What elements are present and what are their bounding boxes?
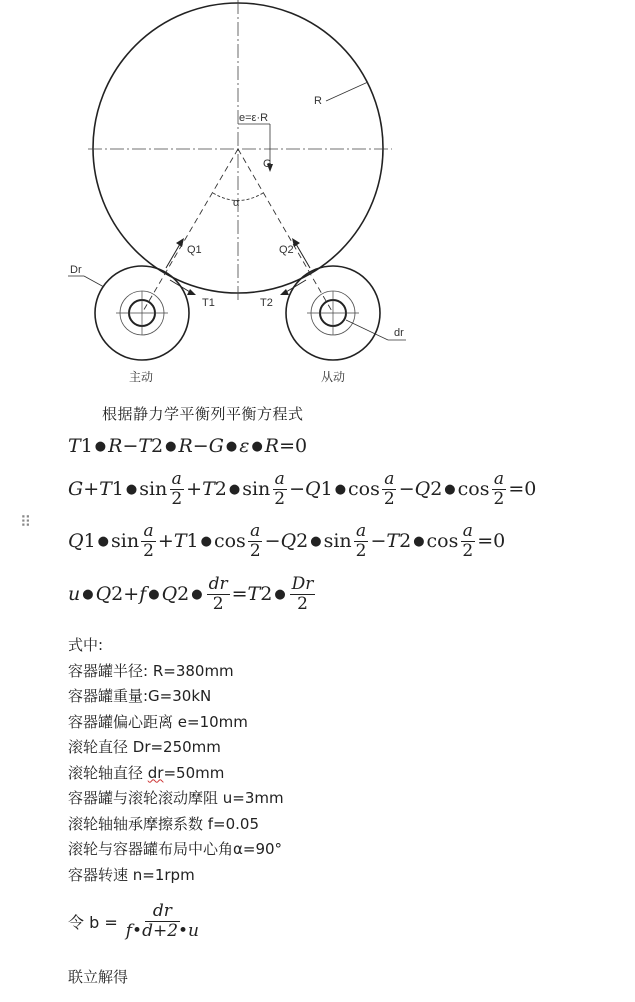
driving-roller-label: 主动 — [129, 370, 154, 384]
equation-2: G + T 1 ● sin $\frac{a}{2}$ + T 2 ● sin $\frac{a}{2}$ − Q 1 ● cos $\frac{a}{2}$ − Q 2 ● cos $\frac{a}{2}$ =0 — [68, 469, 537, 509]
q1-arrow — [166, 244, 180, 268]
param-item: 滚轮与容器罐布局中心角α=90° — [68, 840, 283, 858]
radius-label: R — [314, 95, 322, 107]
param-item: 容器罐重量:G=30kN — [68, 687, 212, 705]
parameter-list — [68, 633, 284, 888]
param-item: 容器罐偏心距离 e=10mm — [68, 712, 248, 731]
equation-1: T 1 ● R − T 2 ● R − G ● ε ● R =0 — [68, 435, 308, 457]
t2-label: T2 — [260, 297, 273, 309]
let-b-numerator: dr — [145, 902, 180, 922]
q2-line — [238, 149, 333, 313]
q1-label: Q1 — [187, 244, 202, 256]
param-item: 滚轮直径 Dr=250mm — [68, 738, 221, 756]
param-item: 滚轮轴轴承摩擦系数 f=0.05 — [68, 814, 260, 833]
alpha-label: α — [233, 197, 240, 209]
q1-arrow-head — [176, 238, 184, 247]
spellcheck-mark: dr — [147, 763, 164, 782]
param-item: 容器罐半径: R=380mm — [68, 661, 234, 680]
q2-label: Q2 — [279, 244, 294, 256]
param-item: 容器罐与滚轮滚动摩阻 u=3mm — [68, 789, 284, 807]
t1-label: T1 — [202, 297, 215, 309]
param-item: 容器转速 n=1rpm — [68, 865, 195, 884]
let-b-formula — [68, 902, 203, 940]
eccentric-label: e=ε·R — [239, 112, 269, 124]
q2-arrow — [296, 244, 310, 268]
dr-small-label: dr — [394, 327, 404, 339]
params-heading: 式中: — [68, 636, 104, 654]
equation-4: u ● Q 2+ f ● Q 2 ● $\frac{dr}{2}$ = T 2 ● $\frac{Dr}{2}$ — [68, 574, 314, 614]
t1-arrow-head — [187, 289, 196, 295]
drag-handle-icon[interactable]: ⠿ — [20, 513, 29, 531]
t1-arrow — [170, 280, 190, 292]
equation-3: Q 1 ● sin $\frac{a}{2}$ + T 1 ● cos $\frac{a}{2}$ − Q 2 ● sin $\frac{a}{2}$ − T 2 ● cos $\frac{a}{2}$ =0 — [68, 521, 506, 561]
t2-arrow-head — [280, 289, 289, 295]
roller-diagram — [0, 0, 635, 395]
intro-text: 根据静力学平衡列平衡方程式 — [102, 405, 304, 423]
radius-leader — [326, 82, 368, 101]
gravity-label: G — [263, 158, 272, 170]
conclusion-text: 联立解得 — [68, 968, 129, 986]
let-b-denominator: f•d+2•u — [125, 920, 199, 941]
dr-big-label: Dr — [70, 264, 82, 276]
q1-line — [142, 149, 238, 313]
param-item: 滚轮轴直径 dr=50mm — [68, 763, 225, 782]
dr-big-leader — [84, 276, 104, 287]
t2-arrow — [286, 280, 306, 292]
driven-roller-label: 从动 — [321, 370, 346, 384]
let-b-prefix: 令 b = — [68, 912, 118, 932]
dr-small-leader — [346, 320, 388, 340]
